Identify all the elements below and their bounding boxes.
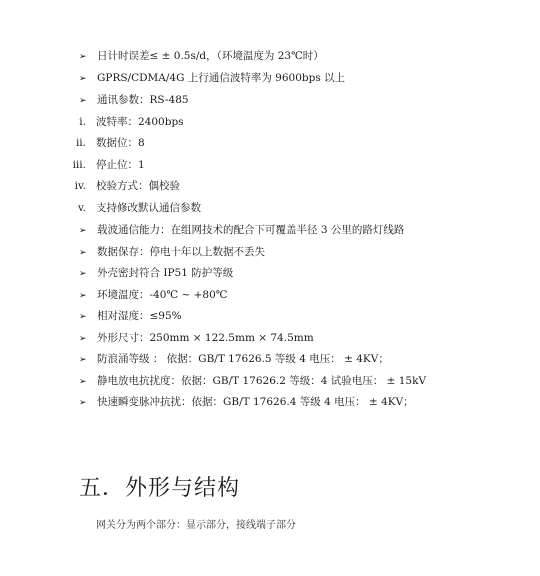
spec-item-uplink-baud [79, 69, 345, 87]
bullet-arrow-icon: ➢ [79, 269, 87, 279]
sub-item-number: v. [77, 202, 86, 214]
sub-item-text: 波特率：2400bps [96, 116, 184, 128]
sub-item-number: i. [79, 116, 86, 128]
sub-item-data-bits [64, 134, 145, 152]
bullet-arrow-icon: ➢ [79, 74, 87, 84]
spec-item-enclosure [79, 264, 233, 282]
sub-item-number: iii. [72, 159, 86, 171]
bullet-arrow-icon: ➢ [79, 226, 87, 236]
spec-item-text: 数据保存：停电十年以上数据不丢失 [97, 246, 265, 258]
sub-item-text: 支持修改默认通信参数 [96, 202, 201, 214]
section-title: 五．外形与结构 [79, 476, 241, 501]
spec-item-text: 日计时误差≤ ± 0.5s/d，（环境温度为 23℃时） [97, 50, 324, 62]
sub-item-stop-bits [64, 156, 145, 174]
spec-item-text: 静电放电抗扰度：依据：GB/T 17626.2 等级：4 试验电压： ± 15kV [97, 375, 427, 387]
sub-item-text: 停止位：1 [96, 159, 145, 171]
spec-item-dimensions [79, 329, 314, 347]
spec-item-eft [79, 393, 414, 411]
sub-item-modify-params [64, 199, 201, 217]
sub-item-number: iv. [74, 180, 86, 192]
spec-item-carrier [79, 221, 404, 239]
spec-item-text: 防浪涌等级 ： 依据：GB/T 17626.5 等级 4 电压： ± 4KV； [97, 353, 389, 365]
sub-item-baud-rate [64, 113, 184, 131]
spec-item-surge [79, 350, 389, 368]
spec-item-humidity [79, 307, 182, 325]
spec-item-text: 环境温度：-40℃ ~ +80℃ [97, 289, 228, 301]
spec-item-data-retention [79, 243, 265, 261]
spec-item-text: 相对湿度：≤95% [97, 310, 182, 322]
sub-item-number: ii. [75, 137, 86, 149]
spec-item-text: GPRS/CDMA/4G 上行通信波特率为 9600bps 以上 [97, 72, 346, 84]
sub-item-text: 数据位：8 [96, 137, 145, 149]
sub-item-parity [64, 177, 180, 195]
spec-item-text: 外形尺寸：250mm × 122.5mm × 74.5mm [97, 332, 314, 344]
bullet-arrow-icon: ➢ [79, 355, 87, 365]
bullet-arrow-icon: ➢ [79, 96, 87, 106]
section-intro: 网关分为两个部分：显示部分，接线端子部分 [96, 520, 296, 531]
bullet-arrow-icon: ➢ [79, 291, 87, 301]
spec-item-temperature [79, 286, 228, 304]
bullet-arrow-icon: ➢ [79, 52, 87, 62]
bullet-arrow-icon: ➢ [79, 248, 87, 258]
bullet-arrow-icon: ➢ [79, 334, 87, 344]
sub-item-text: 校验方式：偶校验 [96, 180, 180, 192]
spec-item-text: 通讯参数：RS-485 [97, 94, 189, 106]
spec-item-text: 载波通信能力：在组网技术的配合下可覆盖半径 3 公里的路灯线路 [97, 224, 405, 236]
spec-item-text: 快速瞬变脉冲抗扰：依据：GB/T 17626.4 等级 4 电压： ± 4KV； [97, 396, 414, 408]
spec-item-esd [79, 372, 426, 390]
bullet-arrow-icon: ➢ [79, 312, 87, 322]
spec-item-comm-params [79, 91, 189, 109]
spec-item-text: 外壳密封符合 IP51 防护等级 [97, 267, 234, 279]
bullet-arrow-icon: ➢ [79, 377, 87, 387]
bullet-arrow-icon: ➢ [79, 398, 87, 408]
spec-item-clock-error [79, 47, 324, 65]
